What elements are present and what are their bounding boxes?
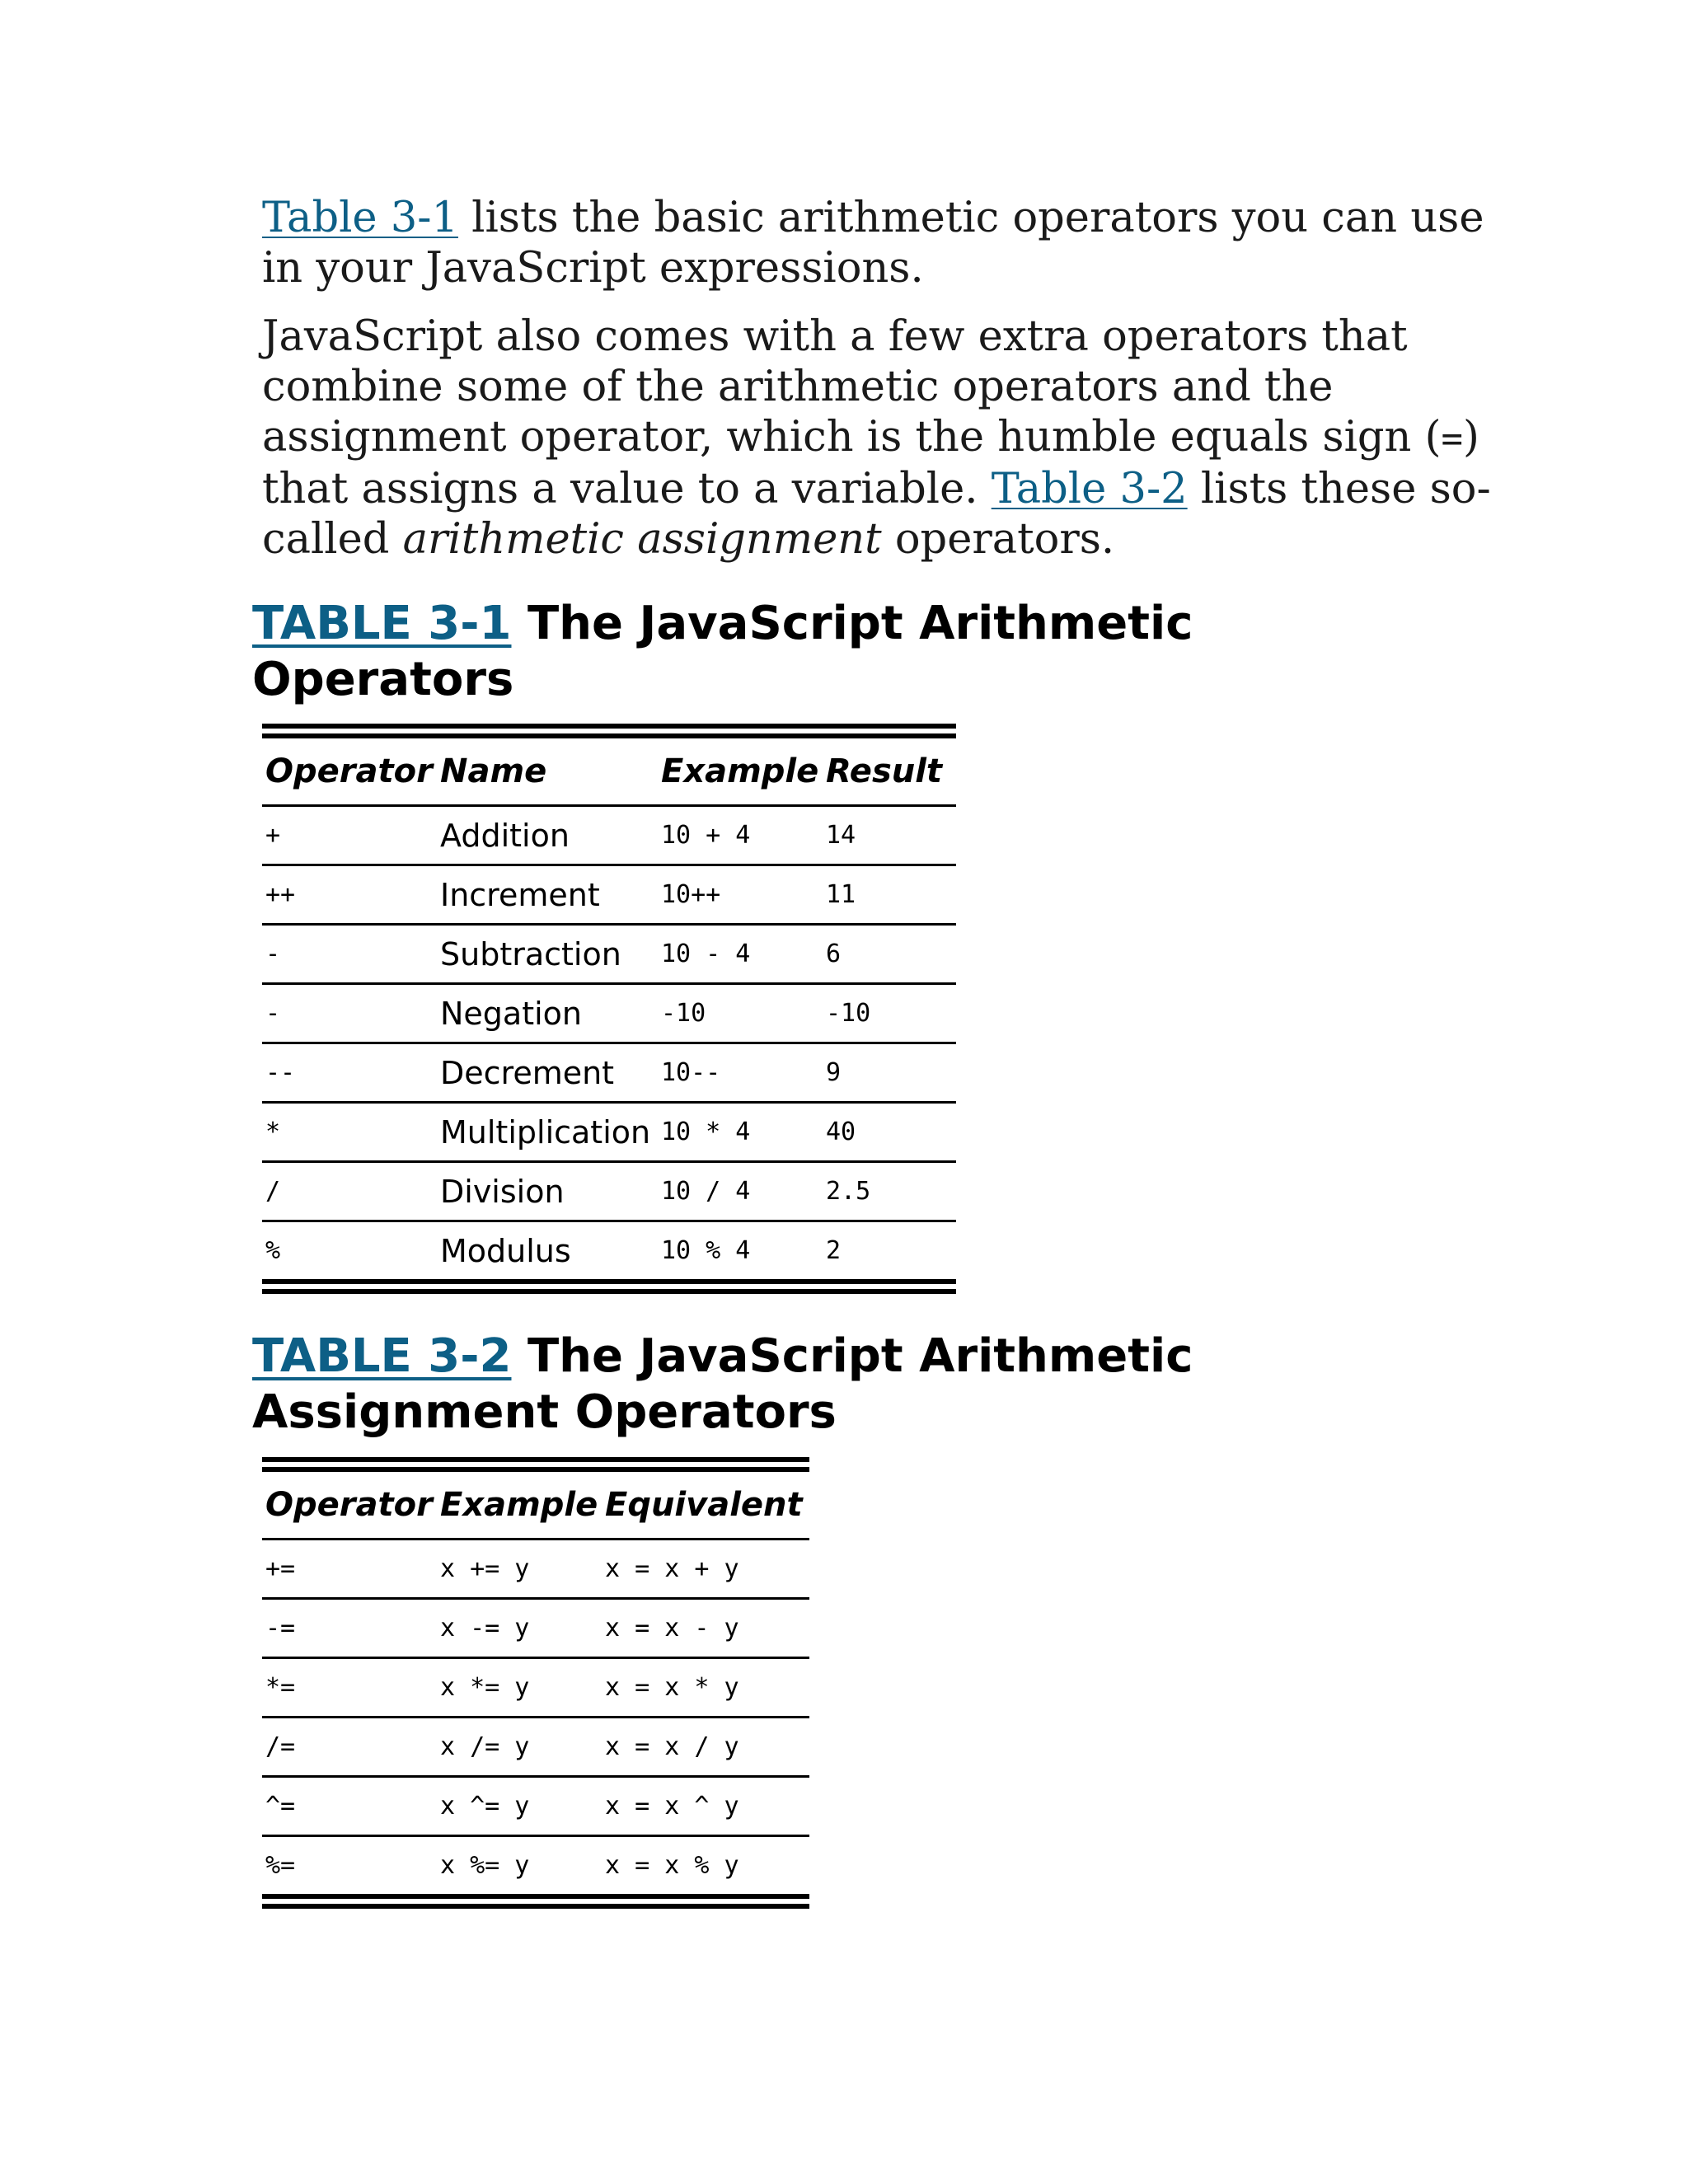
table-row [262, 1718, 809, 1777]
operator-cell: - [262, 925, 437, 984]
operator-cell: /= [262, 1718, 437, 1777]
equivalent-cell: x = x ^ y [602, 1777, 809, 1836]
name-cell: Multiplication [437, 1103, 658, 1162]
table-bottom-rule [262, 1896, 809, 1906]
example-cell: 10 - 4 [658, 925, 823, 984]
operator-cell: + [262, 806, 437, 865]
equivalent-cell: x = x % y [605, 1851, 739, 1880]
operator-cell: * [262, 1103, 437, 1162]
table-bottom-rule [262, 1282, 956, 1291]
column-header-name: Name [437, 736, 658, 806]
table-3-1-link[interactable]: Table 3-1 [262, 194, 458, 242]
example-cell: 10 % 4 [661, 1236, 751, 1265]
table-3-2-link[interactable]: Table 3-2 [991, 465, 1188, 513]
table-row [262, 925, 956, 984]
column-header-operator: Operator [262, 736, 437, 806]
table-row [262, 1599, 809, 1658]
example-cell: x -= y [437, 1599, 602, 1658]
table-row [262, 865, 956, 925]
table-row [262, 1540, 809, 1599]
example-cell: x += y [437, 1540, 602, 1599]
result-cell: 6 [823, 925, 956, 984]
equivalent-cell: x = x + y [602, 1540, 809, 1599]
equivalent-cell: x = x / y [602, 1718, 809, 1777]
example-cell: 10++ [658, 865, 823, 925]
column-header-example: Example [437, 1469, 602, 1540]
table-row [262, 1162, 956, 1221]
example-cell: x *= y [437, 1658, 602, 1718]
operator-cell: += [262, 1540, 437, 1599]
name-cell: Modulus [440, 1232, 571, 1269]
column-header-equivalent: Equivalent [602, 1469, 809, 1540]
intro-paragraph-2-text-b: ) that assigns a value to a variable. [262, 413, 1479, 513]
result-cell: 9 [823, 1043, 956, 1103]
intro-paragraph-1-text: lists the basic arithmetic operators you can use in your JavaScript expressions. [262, 194, 1484, 293]
operator-cell: -= [262, 1599, 437, 1658]
operator-cell: ^= [262, 1777, 437, 1836]
table-row [262, 1658, 809, 1718]
table-3-2-caption-text: The JavaScript Arithmetic Assignment Operators [252, 1329, 1193, 1439]
result-cell: 2.5 [823, 1162, 956, 1221]
operator-cell: %= [265, 1851, 296, 1880]
operator-cell: - [262, 984, 437, 1043]
column-header-example: Example [658, 736, 823, 806]
example-cell: 10 + 4 [658, 806, 823, 865]
example-cell: 10 * 4 [658, 1103, 823, 1162]
name-cell: Subtraction [437, 925, 658, 984]
example-cell: 10 / 4 [658, 1162, 823, 1221]
arithmetic-assignment-operators-table [262, 1457, 809, 1909]
table-row [262, 1836, 809, 1897]
equivalent-cell: x = x * y [602, 1658, 809, 1718]
table-row [262, 1221, 956, 1282]
operator-cell: % [265, 1236, 281, 1265]
table-3-1-caption [252, 596, 1324, 708]
name-cell: Negation [437, 984, 658, 1043]
name-cell: Addition [437, 806, 658, 865]
example-cell: 10-- [658, 1043, 823, 1103]
name-cell: Decrement [437, 1043, 658, 1103]
column-header-operator: Operator [262, 1469, 437, 1540]
example-cell: x /= y [437, 1718, 602, 1777]
name-cell: Increment [437, 865, 658, 925]
operator-cell: ++ [262, 865, 437, 925]
table-row [262, 1777, 809, 1836]
operator-cell: / [262, 1162, 437, 1221]
intro-paragraph-1 [262, 193, 1498, 293]
result-cell: 11 [823, 865, 956, 925]
table-row [262, 1043, 956, 1103]
operator-cell: *= [262, 1658, 437, 1718]
column-header-result: Result [823, 736, 956, 806]
example-cell: -10 [658, 984, 823, 1043]
equals-sign-code: = [1441, 418, 1463, 460]
table-row [262, 1103, 956, 1162]
result-cell: 40 [823, 1103, 956, 1162]
table-3-2-caption-link[interactable]: TABLE 3-2 [252, 1329, 512, 1383]
intro-paragraph-2-text-a: JavaScript also comes with a few extra operators that combine some of the arithmetic operators and the assignment operator, which is the humble equals sign ( [262, 312, 1442, 462]
name-cell: Division [437, 1162, 658, 1221]
example-cell: x ^= y [437, 1777, 602, 1836]
table-row [262, 984, 956, 1043]
result-cell: 2 [826, 1236, 842, 1265]
table-top-rule [262, 1460, 809, 1469]
result-cell: -10 [823, 984, 956, 1043]
table-header-row [262, 736, 956, 806]
equivalent-cell: x = x - y [602, 1599, 809, 1658]
intro-paragraph-2 [262, 312, 1498, 565]
table-top-rule [262, 726, 956, 736]
table-header-row [262, 1469, 809, 1540]
operator-cell: -- [262, 1043, 437, 1103]
intro-paragraph-2-text-d: operators. [881, 515, 1115, 564]
table-row [262, 806, 956, 865]
example-cell: x %= y [440, 1851, 530, 1880]
intro-paragraph-2-text-c: lists these so-called [262, 465, 1491, 564]
table-3-1-caption-link[interactable]: TABLE 3-1 [252, 597, 512, 650]
result-cell: 14 [823, 806, 956, 865]
arithmetic-assignment-emphasis: arithmetic assignment [402, 515, 882, 564]
table-3-2-caption [252, 1329, 1324, 1441]
table-3-1-caption-text: The JavaScript Arithmetic Operators [252, 597, 1193, 706]
arithmetic-operators-table [262, 724, 956, 1294]
